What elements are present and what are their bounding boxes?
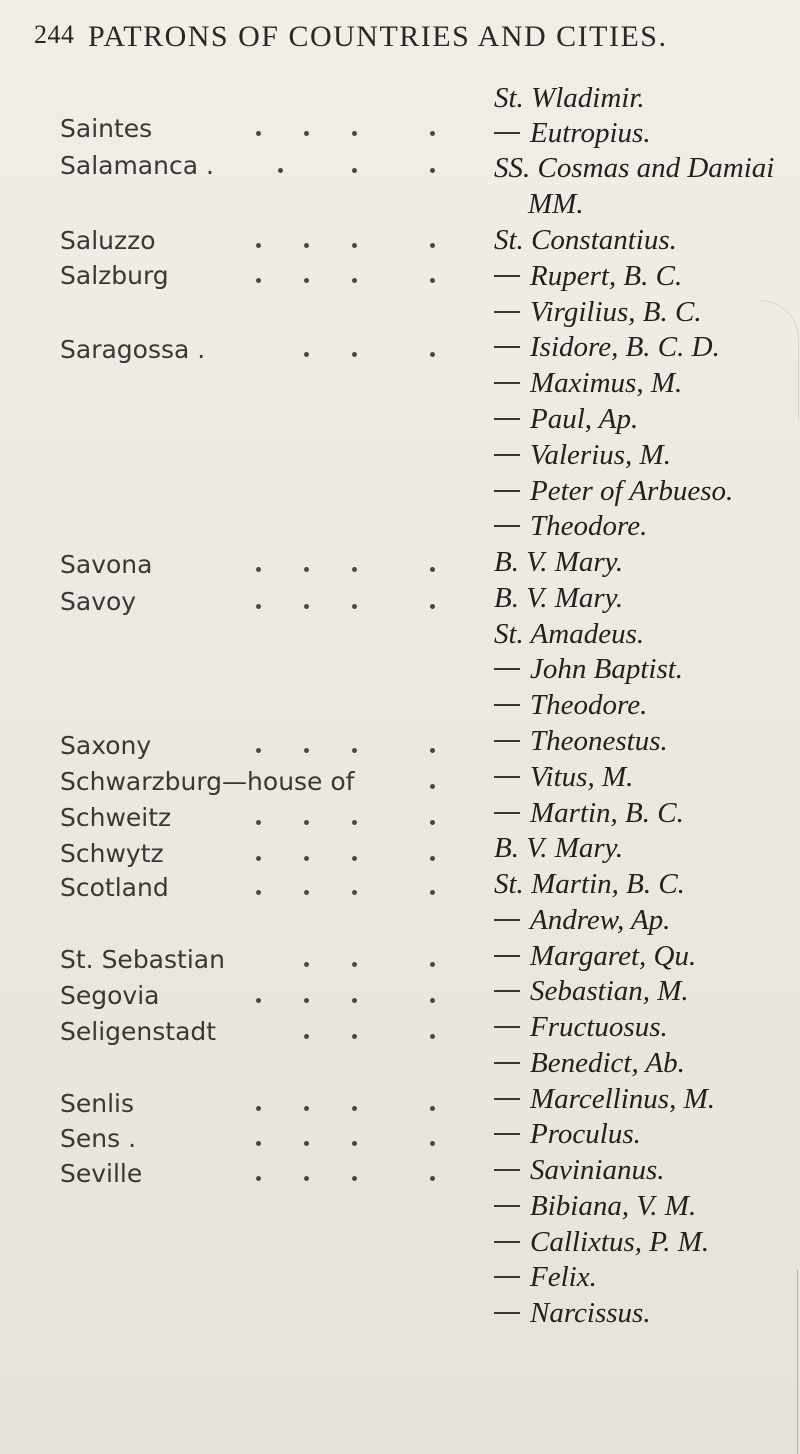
patron-entry [494, 224, 677, 257]
entry-text: Martin, B. C. [530, 797, 684, 829]
entry-prefix: B. [494, 832, 519, 864]
patron-entry [494, 1261, 597, 1294]
entry-text: Margaret, Qu. [530, 940, 697, 972]
entry-text: V. Mary. [526, 546, 624, 578]
place-scotland: Scotland [60, 873, 169, 902]
patron-entry [528, 188, 584, 221]
entry-text: Virgilius, B. C. [530, 296, 702, 328]
place-savoy: Savoy [60, 587, 137, 616]
patron-entry [494, 832, 623, 865]
patron-entry [494, 510, 647, 543]
place-saintes: Saintes [60, 114, 153, 143]
patron-entry [494, 1083, 715, 1116]
ditto-dash [494, 418, 520, 420]
patron-entry [494, 475, 733, 508]
patron-entry [494, 82, 645, 115]
ditto-dash [494, 346, 520, 348]
entry-text: Fructuosus. [530, 1011, 668, 1043]
page-edge-line [797, 1270, 798, 1454]
entry-text: Theodore. [530, 510, 648, 542]
patron-entry [494, 1011, 668, 1044]
ditto-dash [494, 704, 520, 706]
place-saragossa: Saragossa . [60, 335, 206, 364]
entry-text: Felix. [530, 1261, 597, 1293]
entry-text: Eutropius. [530, 117, 651, 149]
ditto-dash [494, 1276, 520, 1278]
patron-entry [494, 582, 623, 615]
patron-entry [494, 868, 685, 901]
patron-entry [494, 653, 683, 686]
entry-text: Paul, Ap. [530, 403, 639, 435]
patron-entry [494, 403, 638, 436]
entry-prefix: St. [494, 82, 524, 114]
entry-text: Wladimir. [531, 82, 645, 114]
entry-text: Sebastian, M. [530, 975, 689, 1007]
entry-text: Isidore, B. C. D. [530, 331, 720, 363]
entry-text: Maximus, M. [530, 367, 683, 399]
patron-entry [494, 439, 671, 472]
entry-text: John Baptist. [530, 653, 684, 685]
patron-entry [494, 797, 684, 830]
ditto-dash [494, 1312, 520, 1314]
ditto-dash [494, 776, 520, 778]
patron-entry [494, 725, 668, 758]
patron-entry [494, 260, 682, 293]
place-saxony: Saxony [60, 731, 152, 760]
entry-text: Amadeus. [530, 618, 645, 650]
patron-entry [494, 152, 774, 185]
ditto-dash [494, 1062, 520, 1064]
entry-text: Rupert, B. C. [530, 260, 683, 292]
page-header [0, 18, 800, 58]
entry-text: Theonestus. [530, 725, 668, 757]
ditto-dash [494, 382, 520, 384]
entry-prefix: SS. [494, 152, 531, 184]
ditto-dash [494, 812, 520, 814]
ditto-dash [494, 919, 520, 921]
ditto-dash [494, 132, 520, 134]
entry-text: Narcissus. [530, 1297, 651, 1329]
entry-prefix: B. [494, 546, 519, 578]
patron-entry [494, 296, 702, 329]
entry-text: Benedict, Ab. [530, 1047, 685, 1079]
patron-entry [494, 904, 670, 937]
entry-text: Peter of Arbueso. [530, 475, 734, 507]
entry-text: MM. [528, 188, 584, 220]
place-schwytz: Schwytz [60, 839, 164, 868]
place-segovia: Segovia [60, 981, 160, 1010]
place-salzburg: Salzburg [60, 261, 169, 290]
ditto-dash [494, 1169, 520, 1171]
patron-entry [494, 618, 644, 651]
patron-entry [494, 940, 696, 973]
ditto-dash [494, 1098, 520, 1100]
entry-text: Theodore. [530, 689, 648, 721]
entry-text: Valerius, M. [530, 439, 671, 471]
entry-text: Constantius. [531, 224, 677, 256]
place-salamanca: Salamanca . [60, 151, 214, 180]
patron-entry [494, 1118, 641, 1151]
ditto-dash [494, 454, 520, 456]
patron-entry [494, 1190, 696, 1223]
place-saluzzo: Saluzzo [60, 226, 156, 255]
place-seligenstadt: Seligenstadt [60, 1017, 217, 1046]
ditto-dash [494, 311, 520, 313]
place-schwarzburg: Schwarzburg—house of [60, 767, 355, 796]
ditto-dash [494, 1133, 520, 1135]
page-number: 244 [34, 20, 75, 49]
entry-text: Vitus, M. [530, 761, 634, 793]
entry-text: Savinianus. [530, 1154, 665, 1186]
ditto-dash [494, 990, 520, 992]
ditto-dash [494, 1205, 520, 1207]
entry-text: V. Mary. [526, 582, 624, 614]
entry-text: Callixtus, P. M. [530, 1226, 710, 1258]
entry-text: Proculus. [530, 1118, 641, 1150]
ditto-dash [494, 955, 520, 957]
place-sens: Sens . [60, 1124, 137, 1153]
ditto-dash [494, 1241, 520, 1243]
patron-entry [494, 331, 720, 364]
place-seville: Seville [60, 1159, 143, 1188]
entry-prefix: St. [494, 868, 524, 900]
place-senlis: Senlis [60, 1089, 135, 1118]
patron-entry [494, 1297, 651, 1330]
place-schweitz: Schweitz [60, 803, 172, 832]
entry-text: Marcellinus, M. [530, 1083, 715, 1115]
ditto-dash [494, 275, 520, 277]
ditto-dash [494, 1026, 520, 1028]
entry-text: V. Mary. [526, 832, 624, 864]
place-st-sebastian: St. Sebastian [60, 945, 225, 974]
entry-text: Andrew, Ap. [530, 904, 671, 936]
patron-entry [494, 117, 651, 150]
patron-entry [494, 1226, 709, 1259]
patron-entry [494, 546, 623, 579]
place-savona: Savona [60, 550, 153, 579]
patron-entry [494, 761, 633, 794]
ditto-dash [494, 525, 520, 527]
patron-entry [494, 367, 682, 400]
entry-prefix: St. [494, 224, 524, 256]
paper-crease [760, 300, 799, 421]
patron-entry [494, 1047, 685, 1080]
entry-text: Bibiana, V. M. [530, 1190, 697, 1222]
entry-prefix: B. [494, 582, 519, 614]
entry-text: Cosmas and Damiai [537, 152, 775, 184]
ditto-dash [494, 490, 520, 492]
patron-entry [494, 689, 647, 722]
entry-text: Martin, B. C. [531, 868, 685, 900]
entry-prefix: St. [494, 618, 524, 650]
running-title: PATRONS OF COUNTRIES AND CITIES. [88, 20, 668, 53]
patron-entry [494, 1154, 665, 1187]
patron-entry [494, 975, 689, 1008]
ditto-dash [494, 740, 520, 742]
ditto-dash [494, 668, 520, 670]
